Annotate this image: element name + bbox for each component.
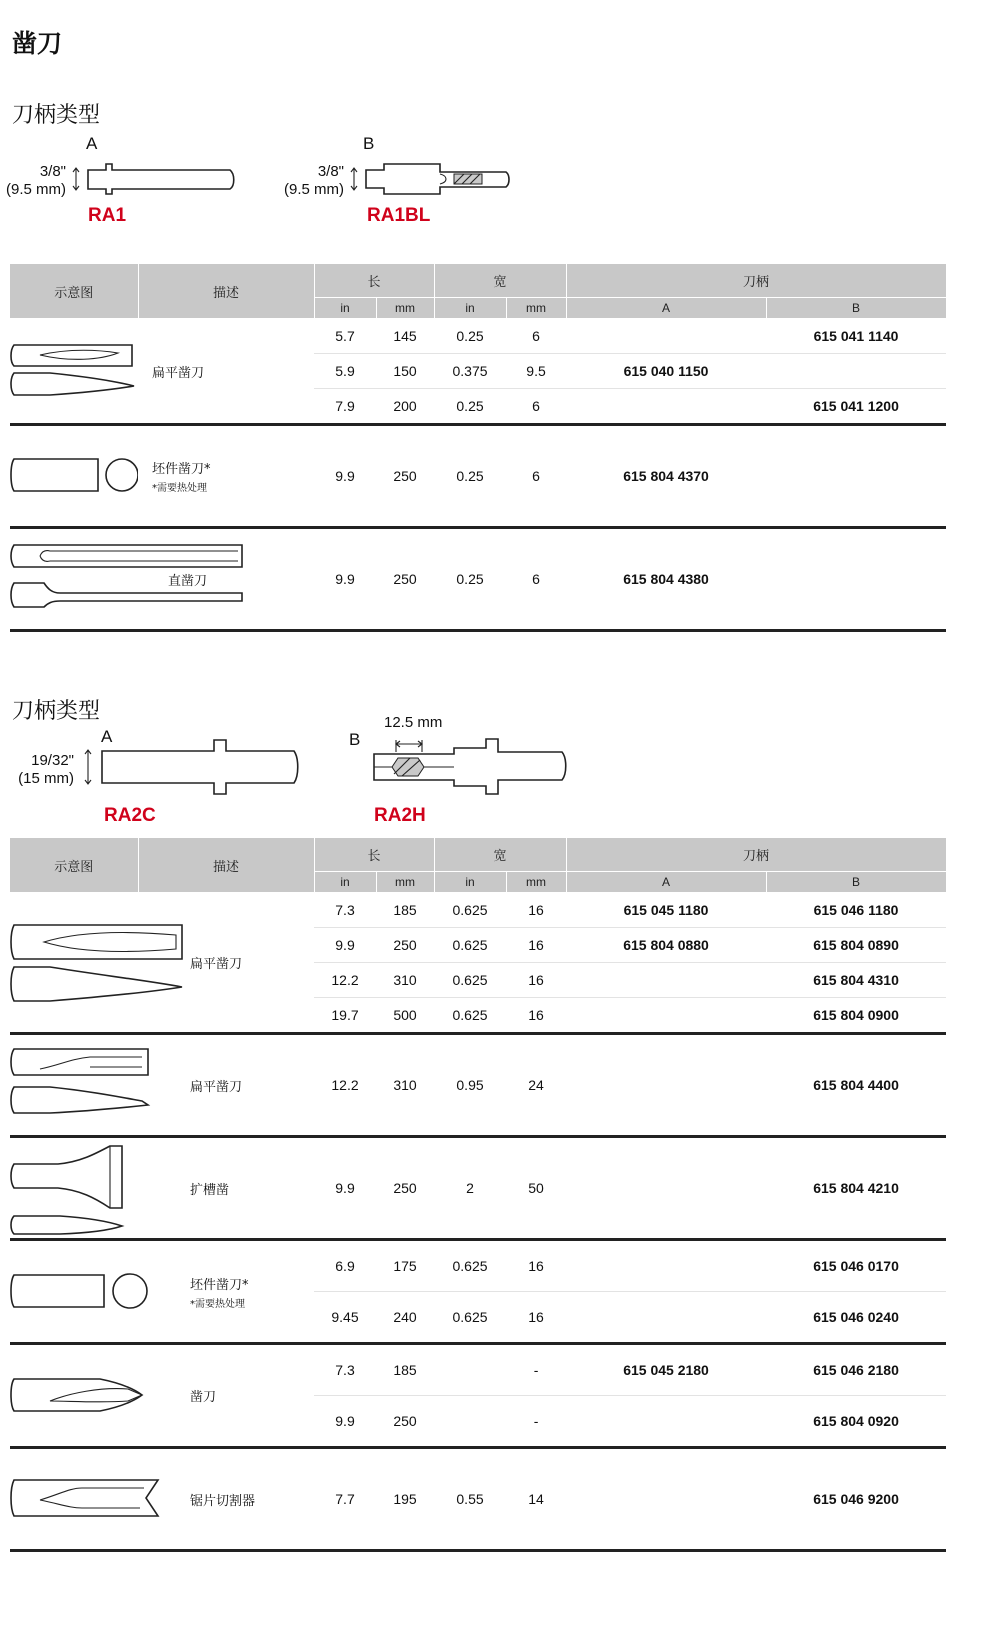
- ra2c-shank-icon: [80, 738, 310, 798]
- table-row: [10, 1344, 946, 1396]
- cell-width-in: 0.625: [434, 893, 506, 928]
- cell-shank-b: 615 804 4310: [766, 963, 946, 998]
- cell-width-mm: 16: [506, 1292, 566, 1344]
- cell-shank-a: 615 804 0880: [566, 928, 766, 963]
- shank-a-code: RA1: [88, 205, 127, 226]
- cell-length-in: 5.9: [314, 354, 376, 389]
- header-width-mm: mm: [506, 298, 566, 319]
- cell-length-in: 7.9: [314, 389, 376, 425]
- cell-shank-b: 615 046 2180: [766, 1344, 946, 1396]
- cell-width-in: 0.25: [434, 389, 506, 425]
- cell-width-mm: 14: [506, 1448, 566, 1551]
- cell-shank-a: 615 804 4370: [566, 425, 766, 528]
- ra1-shank-icon: [70, 160, 240, 200]
- cell-width-mm: -: [506, 1396, 566, 1448]
- shank-b-code: RA1BL: [367, 205, 431, 226]
- cell-width-in: 0.625: [434, 928, 506, 963]
- cell-length-mm: 175: [376, 1240, 434, 1292]
- cell-shank-b: 615 804 4210: [766, 1137, 946, 1240]
- heat-treatment-note: *需要热处理: [190, 1298, 245, 1310]
- cell-shank-b: [766, 425, 946, 528]
- cell-shank-a: 615 045 1180: [566, 893, 766, 928]
- ra2h-shank-icon: [368, 734, 578, 798]
- cell-shank-a: [566, 389, 766, 425]
- header-length-mm: mm: [376, 872, 434, 893]
- header-length-mm: mm: [376, 298, 434, 319]
- cell-length-mm: 250: [376, 1137, 434, 1240]
- cell-width-in: 0.25: [434, 319, 506, 354]
- cell-length-in: 9.9: [314, 1137, 376, 1240]
- header-shank-b: B: [766, 298, 946, 319]
- section-title: 刀柄类型: [12, 103, 101, 128]
- desc-point-chisel: 凿刀: [138, 1344, 314, 1448]
- cell-shank-a: 615 045 2180: [566, 1344, 766, 1396]
- cell-length-mm: 145: [376, 319, 434, 354]
- desc-flat-chisel: 扁平凿刀: [138, 319, 314, 425]
- header-width-in: in: [434, 872, 506, 893]
- header-shank-a: A: [566, 872, 766, 893]
- cell-length-mm: 250: [376, 528, 434, 631]
- cell-shank-a: [566, 963, 766, 998]
- cell-shank-b: 615 804 0900: [766, 998, 946, 1034]
- chisel-table-2: [10, 838, 947, 1552]
- slot-chisel-icon: [10, 1137, 138, 1240]
- desc-flat-chisel: 扁平凿刀: [138, 893, 314, 1034]
- header-width-mm: mm: [506, 872, 566, 893]
- cell-shank-a: 615 040 1150: [566, 354, 766, 389]
- point-chisel-icon: [10, 1344, 138, 1448]
- cell-shank-a: [566, 1137, 766, 1240]
- header-length-in: in: [314, 298, 376, 319]
- cell-length-in: 9.45: [314, 1292, 376, 1344]
- shank-b2-letter: B: [349, 730, 361, 749]
- shank-a-dim-mm: (9.5 mm): [6, 181, 66, 198]
- shank-a2-letter: A: [101, 727, 113, 746]
- cell-shank-a: 615 804 4380: [566, 528, 766, 631]
- cell-length-in: 9.9: [314, 528, 376, 631]
- cell-length-mm: 250: [376, 1396, 434, 1448]
- header-width: 宽: [434, 264, 566, 298]
- cell-shank-a: [566, 319, 766, 354]
- table-row: [10, 893, 946, 928]
- cell-width-in: 0.625: [434, 1240, 506, 1292]
- cell-length-in: 6.9: [314, 1240, 376, 1292]
- desc-blank-chisel: [138, 1240, 314, 1344]
- cell-length-mm: 310: [376, 963, 434, 998]
- cell-width-mm: 16: [506, 998, 566, 1034]
- cell-length-in: 12.2: [314, 1034, 376, 1137]
- cell-length-mm: 200: [376, 389, 434, 425]
- cell-shank-b: 615 046 9200: [766, 1448, 946, 1551]
- shank-a2-dim-in: 19/32": [31, 752, 74, 769]
- shank-a2-code: RA2C: [104, 805, 156, 826]
- cell-length-in: 5.7: [314, 319, 376, 354]
- cell-shank-b: 615 046 1180: [766, 893, 946, 928]
- shank-b2-code: RA2H: [374, 805, 426, 826]
- cell-length-mm: 250: [376, 928, 434, 963]
- shank-b-dimension: [280, 163, 344, 199]
- header-shank: 刀柄: [566, 264, 946, 298]
- table-row: [10, 1240, 946, 1292]
- cell-length-mm: 185: [376, 893, 434, 928]
- cell-length-mm: 185: [376, 1344, 434, 1396]
- cell-width-mm: 24: [506, 1034, 566, 1137]
- table-row: [10, 1448, 946, 1551]
- cell-length-mm: 310: [376, 1034, 434, 1137]
- cell-width-in: [434, 1344, 506, 1396]
- header-length: 长: [314, 264, 434, 298]
- cell-shank-b: 615 041 1200: [766, 389, 946, 425]
- desc-straight-chisel: 直凿刀: [138, 528, 314, 631]
- cell-shank-a: [566, 998, 766, 1034]
- header-shank: 刀柄: [566, 838, 946, 872]
- cell-width-mm: 6: [506, 528, 566, 631]
- cell-width-mm: 6: [506, 425, 566, 528]
- cell-length-in: 12.2: [314, 963, 376, 998]
- cell-length-mm: 150: [376, 354, 434, 389]
- cell-shank-b: 615 804 0890: [766, 928, 946, 963]
- table-row: [10, 319, 946, 354]
- header-shank-b: B: [766, 872, 946, 893]
- flat-chisel-icon: [10, 319, 138, 425]
- cell-shank-b: [766, 354, 946, 389]
- header-desc: 描述: [138, 838, 314, 893]
- cell-width-in: 0.25: [434, 528, 506, 631]
- cell-width-mm: 9.5: [506, 354, 566, 389]
- cell-length-in: 7.3: [314, 1344, 376, 1396]
- table-row: [10, 425, 946, 528]
- cell-length-mm: 250: [376, 425, 434, 528]
- section-title-2: 刀柄类型: [12, 699, 101, 724]
- shank-b-dim-in: 3/8": [317, 163, 344, 180]
- cell-width-in: 0.625: [434, 1292, 506, 1344]
- cell-length-mm: 240: [376, 1292, 434, 1344]
- blank-chisel-icon: [10, 1240, 138, 1344]
- shank-a2-dim-mm: (15 mm): [18, 770, 74, 787]
- chisel-table-1: [10, 264, 947, 632]
- cell-length-in: 7.3: [314, 893, 376, 928]
- header-length-in: in: [314, 872, 376, 893]
- cell-shank-a: [566, 1448, 766, 1551]
- table-row: [10, 528, 946, 631]
- cell-width-mm: 16: [506, 893, 566, 928]
- header-pic: 示意图: [10, 838, 138, 893]
- header-length: 长: [314, 838, 434, 872]
- header-pic: 示意图: [10, 264, 138, 319]
- shank-a2-dimension: [2, 752, 74, 788]
- cell-shank-b: 615 046 0170: [766, 1240, 946, 1292]
- cell-length-in: 7.7: [314, 1448, 376, 1551]
- cell-shank-b: 615 041 1140: [766, 319, 946, 354]
- cell-shank-b: 615 804 0920: [766, 1396, 946, 1448]
- cell-shank-b: [766, 528, 946, 631]
- cell-width-in: 0.625: [434, 963, 506, 998]
- header-width: 宽: [434, 838, 566, 872]
- cell-width-mm: 50: [506, 1137, 566, 1240]
- ra1bl-shank-icon: [348, 160, 518, 200]
- shank-b-letter: B: [363, 134, 375, 153]
- cell-shank-a: [566, 1240, 766, 1292]
- cell-width-in: 0.25: [434, 425, 506, 528]
- heat-treatment-note: *需要热处理: [152, 483, 207, 494]
- desc-blank-chisel-label: 坯件凿刀*: [190, 1277, 249, 1293]
- shank-a-letter: A: [86, 134, 98, 153]
- panel-cutter-icon: [10, 1448, 138, 1551]
- cell-width-in: [434, 1396, 506, 1448]
- cell-length-mm: 195: [376, 1448, 434, 1551]
- cell-shank-a: [566, 1034, 766, 1137]
- blank-chisel-icon: [10, 425, 138, 528]
- shank-a-dimension: [2, 163, 66, 199]
- cell-shank-a: [566, 1292, 766, 1344]
- desc-slot-chisel: 扩槽凿: [138, 1137, 314, 1240]
- cell-shank-b: 615 804 4400: [766, 1034, 946, 1137]
- cell-width-in: 0.95: [434, 1034, 506, 1137]
- header-desc: 描述: [138, 264, 314, 319]
- cell-width-in: 0.375: [434, 354, 506, 389]
- cell-width-in: 0.625: [434, 998, 506, 1034]
- shank-a-dim-in: 3/8": [39, 163, 66, 180]
- cell-width-mm: 16: [506, 928, 566, 963]
- cell-width-mm: 16: [506, 963, 566, 998]
- desc-panel-cutter: 锯片切割器: [138, 1448, 314, 1551]
- header-shank-a: A: [566, 298, 766, 319]
- cell-shank-b: 615 046 0240: [766, 1292, 946, 1344]
- desc-blank-chisel-label: 坯件凿刀*: [152, 462, 211, 477]
- table-row: [10, 1034, 946, 1137]
- cell-shank-a: [566, 1396, 766, 1448]
- desc-wide-flat-chisel: 扁平凿刀: [138, 1034, 314, 1137]
- header-width-in: in: [434, 298, 506, 319]
- straight-chisel-icon: [10, 528, 138, 631]
- table-row: [10, 1137, 946, 1240]
- cell-length-in: 9.9: [314, 928, 376, 963]
- cell-width-mm: 16: [506, 1240, 566, 1292]
- cell-length-in: 19.7: [314, 998, 376, 1034]
- shank-b-dim-mm: (9.5 mm): [284, 181, 344, 198]
- page-title: 凿刀: [12, 29, 63, 58]
- cell-width-in: 2: [434, 1137, 506, 1240]
- cell-length-in: 9.9: [314, 1396, 376, 1448]
- desc-blank-chisel: [138, 425, 314, 528]
- cell-width-mm: 6: [506, 389, 566, 425]
- wide-flat-chisel-icon: [10, 1034, 138, 1137]
- cell-length-in: 9.9: [314, 425, 376, 528]
- flat-chisel-icon: [10, 893, 138, 1034]
- cell-width-mm: 6: [506, 319, 566, 354]
- cell-width-mm: -: [506, 1344, 566, 1396]
- cell-length-mm: 500: [376, 998, 434, 1034]
- cell-width-in: 0.55: [434, 1448, 506, 1551]
- shank-b2-dim-top: 12.5 mm: [384, 714, 443, 731]
